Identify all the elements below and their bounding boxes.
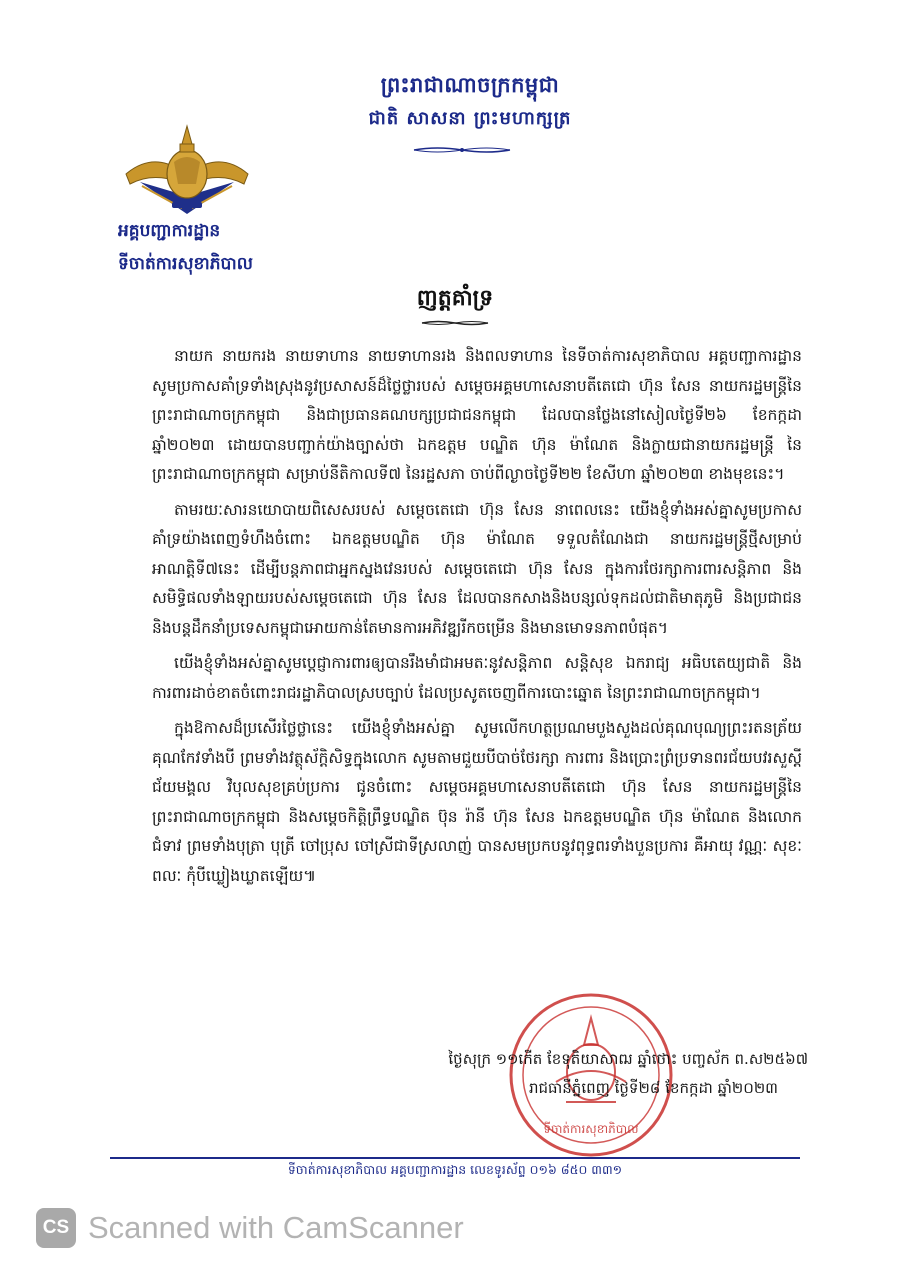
paragraph-4: ក្នុងឱកាសដ៏ប្រសើរថ្លៃថ្លានេះ យើងខ្ញុំទាំងអស់គ្នា សូមលើកហត្ថប្រណមបួងសួងដល់គុណបុណ្យព្រះរតនត្រ័យ គុណកែវទាំងបី ព្រមទាំងវត្ថុស័ក្តិសិទ្ធក្នុងលោក សូមតាមជួយបីបាច់ថែរក្សា ការពារ និងប្រោះព្រំប្រទានពរជ័យបវរសួស្តី ជ័យមង្គល វិបុលសុខគ្រប់ប្រការ ជូនចំពោះ សម្តេចអគ្គមហាសេនាបតីតេជោ ហ៊ុន សែន នាយករដ្ឋមន្ត្រីនៃព្រះរាជាណាចក្រកម្ពុជា និងសម្តេចកិត្តិព្រឹទ្ធបណ្ឌិត ប៊ុន រ៉ានី ហ៊ុន សែន ឯកឧត្តមបណ្ឌិត ហ៊ុន ម៉ាណែត និងលោកជំទាវ ព្រមទាំងបុត្រា បុត្រី ចៅប្រុស ចៅស្រីជាទីស្រលាញ់ បានសមប្រកបនូវពុទ្ធពរទាំងបួនប្រការ គឺអាយុ វណ្ណៈ សុខៈ ពលៈ កុំបីឃ្លៀងឃ្លាតឡើយ៕ — [152, 719, 802, 885]
camscanner-watermark: Scanned with CamScanner — [88, 1210, 464, 1245]
footer-divider — [110, 1157, 800, 1159]
official-seal-icon — [506, 990, 676, 1160]
paragraph-3: យើងខ្ញុំទាំងអស់គ្នាសូមប្តេជ្ញាការពារឲ្យបានរឹងមាំជាអមតៈនូវសន្តិភាព សន្តិសុខ ឯករាជ្យ អធិបតេយ្យជាតិ និងការពារដាច់ខាតចំពោះរាជរដ្ឋាភិបាលស្របច្បាប់ ដែលប្រសូតចេញពីការបោះឆ្នោត នៃព្រះរាជាណាចក្រកម្ពុជា។ — [152, 654, 802, 702]
body-text — [152, 342, 802, 897]
national-motto: ជាតិ សាសនា ព្រះមហាក្សត្រ — [368, 108, 572, 129]
lunar-date-line: ថ្ងៃសុក្រ ១១កើត ខែទុតិយាសាឍ ឆ្នាំថោះ បញ្ចស័ក ព.ស២៥៦៧ — [448, 1050, 808, 1068]
agency-name-line1: អគ្គបញ្ជាការដ្ឋាន — [118, 221, 221, 241]
divider-ornament-icon — [412, 143, 512, 157]
military-emblem-icon — [122, 122, 252, 222]
kingdom-heading: ព្រះរាជាណាចក្រកម្ពុជា — [380, 73, 560, 97]
paragraph-2: តាមរយៈសារនយោបាយពិសេសរបស់ សម្តេចតេជោ ហ៊ុន សែន នាពេលនេះ យើងខ្ញុំទាំងអស់គ្នាសូមប្រកាសគាំទ្រយ៉ាងពេញទំហឹងចំពោះ ឯកឧត្តមបណ្ឌិត ហ៊ុន ម៉ាណែត ទទួលតំណែងជា នាយករដ្ឋមន្ត្រីថ្មីសម្រាប់អាណត្តិទី៧នេះ ដើម្បីបន្តភាពជាអ្នកស្នងវេនរបស់ សម្តេចតេជោ ហ៊ុន សែន ក្នុងការថែរក្សាការពារសន្តិភាព និងសមិទ្ធិផលទាំងឡាយរបស់សម្តេចតេជោ ហ៊ុន សែន ដែលបានកសាងនិងបន្សល់ទុកដល់ជាតិមាតុភូមិ និងប្រជាជន និងបន្តដឹកនាំប្រទេសកម្ពុជាអោយកាន់តែមានការអភិវឌ្ឍរីកចម្រើន និងមានមោទនភាពបំផុត។ — [152, 500, 802, 637]
agency-name-line2: ទីចាត់ការសុខាភិបាល — [118, 254, 253, 274]
camscanner-logo: CS — [36, 1208, 76, 1248]
paragraph-1: នាយក នាយករង នាយទាហាន នាយទាហានរង និងពលទាហាន នៃទីចាត់ការសុខាភិបាល អគ្គបញ្ជាការដ្ឋាន សូមប្រកាសគាំទ្រទាំងស្រុងនូវប្រសាសន៍ដ៏ថ្លៃថ្លារបស់ សម្តេចអគ្គមហាសេនាបតីតេជោ ហ៊ុន សែន នាយករដ្ឋមន្ត្រីនៃព្រះរាជាណាចក្រកម្ពុជា និងជាប្រធានគណបក្សប្រជាជនកម្ពុជា ដែលបានថ្លែងនៅសៀលថ្ងៃទី២៦ ខែកក្កដា ឆ្នាំ២០២៣ ដោយបានបញ្ជាក់យ៉ាងច្បាស់ថា ឯកឧត្តម បណ្ឌិត ហ៊ុន ម៉ាណែត និងក្លាយជានាយករដ្ឋមន្ត្រី នៃព្រះរាជាណាចក្រកម្ពុជា សម្រាប់នីតិកាលទី៧ នៃរដ្ឋសភា ចាប់ពីល្ងាចថ្ងៃទី២២ ខែសីហា ឆ្នាំ២០២៣ ខាងមុខនេះ។ — [152, 347, 802, 483]
seal-text: ទីចាត់ការសុខាភិបាល — [543, 1122, 639, 1136]
divider-ornament-icon — [420, 317, 490, 329]
document-title: ញត្តគាំទ្រ — [416, 286, 494, 311]
footer-contact: ទីចាត់ការសុខាភិបាល អគ្គបញ្ជាការដ្ឋាន លេខទូរស័ព្ទ ០១៦ ៨៥០ ៣៣១ — [287, 1162, 623, 1177]
place-date-line: រាជធានីភ្នំពេញ ថ្ងៃទី២៨ ខែកក្កដា ឆ្នាំ២០២៣ — [528, 1079, 778, 1097]
